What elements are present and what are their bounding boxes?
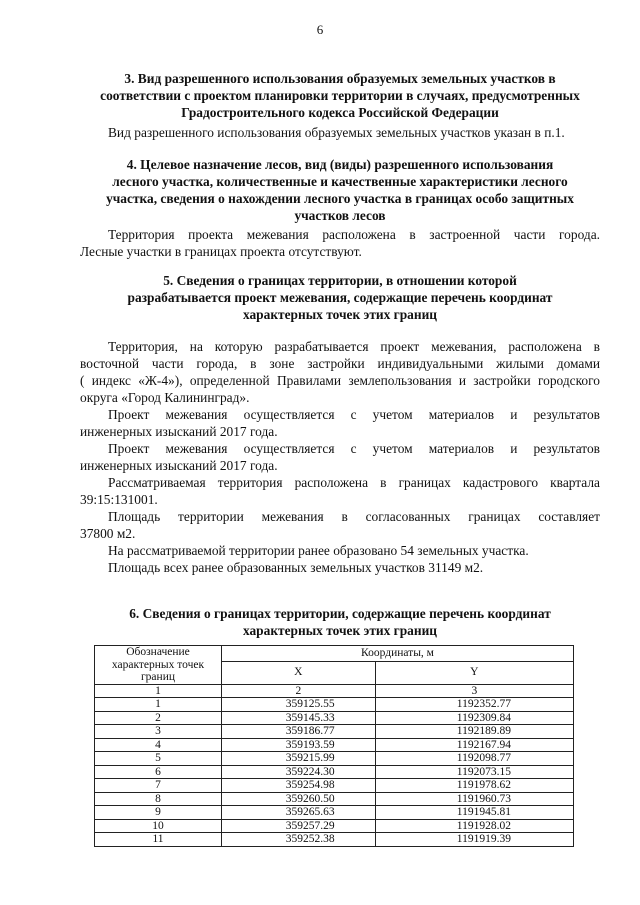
table-row: [95, 819, 574, 833]
point-number-cell: 8: [95, 792, 222, 806]
paragraph-text: Вид разрешенного использования образуемых земельных участков указан в п.1.: [108, 125, 565, 140]
heading-line: лесного участка, количественные и качественные характеристики лесного: [112, 174, 568, 189]
section-5-paragraph: [80, 559, 600, 576]
paragraph-line: ( индекс «Ж-4»), определенной Правилами землепользования и застройки городского: [80, 373, 600, 388]
coordinates-table: [94, 645, 574, 847]
heading-line: характерных точек этих границ: [242, 623, 438, 638]
table-row: [95, 698, 574, 712]
y-coordinate-cell: 1191919.39: [375, 833, 573, 847]
section-5-paragraph: [80, 508, 600, 542]
x-coordinate-cell: 359252.38: [222, 833, 376, 847]
y-coordinate-cell: 1192098.77: [375, 752, 573, 766]
paragraph-line: Площадь территории межевания в согласованных границах составляет: [108, 509, 600, 524]
table-row: [95, 833, 574, 847]
x-coordinate-cell: 359265.63: [222, 806, 376, 820]
x-coordinate-cell: 359145.33: [222, 711, 376, 725]
heading-line: 3. Вид разрешенного использования образуемых земельных участков в: [124, 71, 556, 86]
x-coordinate-cell: 359186.77: [222, 725, 376, 739]
table-header-row: [95, 646, 574, 662]
paragraph-line: 37800 м2.: [80, 526, 136, 541]
point-number-cell: 9: [95, 806, 222, 820]
paragraph-line: восточной части города, в зоне застройки индивидуальными жилыми домами: [80, 356, 600, 371]
x-coordinate-cell: 359215.99: [222, 752, 376, 766]
table-body: [95, 698, 574, 847]
point-number-cell: 5: [95, 752, 222, 766]
heading-line: 5. Сведения о границах территории, в отношении которой: [163, 273, 517, 288]
paragraph-line: Лесные участки в границах проекта отсутствуют.: [80, 244, 362, 259]
y-coordinate-cell: 1191928.02: [375, 819, 573, 833]
x-coordinate-cell: 359125.55: [222, 698, 376, 712]
table-row: [95, 711, 574, 725]
section-5-paragraph: [80, 474, 600, 508]
section-5-paragraph: [80, 406, 600, 440]
header-y: Y: [375, 661, 573, 684]
point-number-cell: 7: [95, 779, 222, 793]
point-number-cell: 6: [95, 765, 222, 779]
table-row: [95, 725, 574, 739]
table-row: [95, 779, 574, 793]
table-row: [95, 806, 574, 820]
heading-line: участка, сведения о нахождении лесного участка в границах особо защитных: [106, 191, 574, 206]
x-coordinate-cell: 359254.98: [222, 779, 376, 793]
heading-line: Градостроительного кодекса Российской Федерации: [181, 105, 499, 120]
point-number-cell: 1: [95, 698, 222, 712]
paragraph-line: округа «Город Калининград».: [80, 390, 250, 405]
section-4-heading: [80, 156, 600, 224]
header-x: X: [222, 661, 376, 684]
y-coordinate-cell: 1192189.89: [375, 725, 573, 739]
paragraph-text: Площадь всех ранее образованных земельных участков 31149 м2.: [108, 560, 484, 575]
table-row: [95, 752, 574, 766]
section-6-heading: [80, 605, 600, 639]
y-coordinate-cell: 1192073.15: [375, 765, 573, 779]
y-coordinate-cell: 1192352.77: [375, 698, 573, 712]
paragraph-line: Проект межевания осуществляется с учетом материалов и результатов: [108, 441, 600, 456]
section-5-paragraph: [80, 440, 600, 474]
table-row: [95, 738, 574, 752]
x-coordinate-cell: 359193.59: [222, 738, 376, 752]
heading-line: характерных точек этих границ: [242, 307, 438, 322]
paragraph-line: инженерных изысканий 2017 года.: [80, 458, 278, 473]
header-point: Обозначение характерных точек границ: [95, 646, 222, 685]
column-number: 2: [222, 684, 376, 698]
paragraph-line: Проект межевания осуществляется с учетом материалов и результатов: [108, 407, 600, 422]
heading-line: разрабатывается проект межевания, содержащие перечень координат: [127, 290, 553, 305]
table-row: [95, 765, 574, 779]
point-number-cell: 10: [95, 819, 222, 833]
section-5-paragraph: [80, 542, 600, 559]
y-coordinate-cell: 1191978.62: [375, 779, 573, 793]
header-coordinates: Координаты, м: [222, 646, 574, 662]
section-5-heading: [80, 272, 600, 323]
point-number-cell: 2: [95, 711, 222, 725]
y-coordinate-cell: 1192309.84: [375, 711, 573, 725]
section-3-heading: [80, 70, 600, 121]
section-5-paragraph: [80, 338, 600, 406]
x-coordinate-cell: 359224.30: [222, 765, 376, 779]
heading-line: 4. Целевое назначение лесов, вид (виды) разрешенного использования: [126, 157, 554, 172]
paragraph-line: инженерных изысканий 2017 года.: [80, 424, 278, 439]
column-number-row: [95, 684, 574, 698]
paragraph-text: На рассматриваемой территории ранее образовано 54 земельных участка.: [108, 543, 529, 558]
y-coordinate-cell: 1191945.81: [375, 806, 573, 820]
point-number-cell: 11: [95, 833, 222, 847]
point-number-cell: 4: [95, 738, 222, 752]
y-coordinate-cell: 1191960.73: [375, 792, 573, 806]
section-3-paragraph: [80, 124, 600, 141]
table-row: [95, 792, 574, 806]
point-number-cell: 3: [95, 725, 222, 739]
heading-line: соответствии с проектом планировки территории в случаях, предусмотренных: [100, 88, 580, 103]
paragraph-line: 39:15:131001.: [80, 492, 158, 507]
column-number: 1: [95, 684, 222, 698]
y-coordinate-cell: 1192167.94: [375, 738, 573, 752]
section-4-paragraph: [80, 226, 600, 260]
heading-line: участков лесов: [294, 208, 386, 223]
paragraph-line: Территория проекта межевания расположена в застроенной части города.: [108, 227, 600, 242]
paragraph-line: Рассматриваемая территория расположена в границах кадастрового квартала: [108, 475, 600, 490]
x-coordinate-cell: 359257.29: [222, 819, 376, 833]
column-number: 3: [375, 684, 573, 698]
page-number: 6: [316, 22, 324, 37]
paragraph-line: Территория, на которую разрабатывается проект межевания, расположена в: [108, 339, 600, 354]
x-coordinate-cell: 359260.50: [222, 792, 376, 806]
heading-line: 6. Сведения о границах территории, содержащие перечень координат: [129, 606, 551, 621]
